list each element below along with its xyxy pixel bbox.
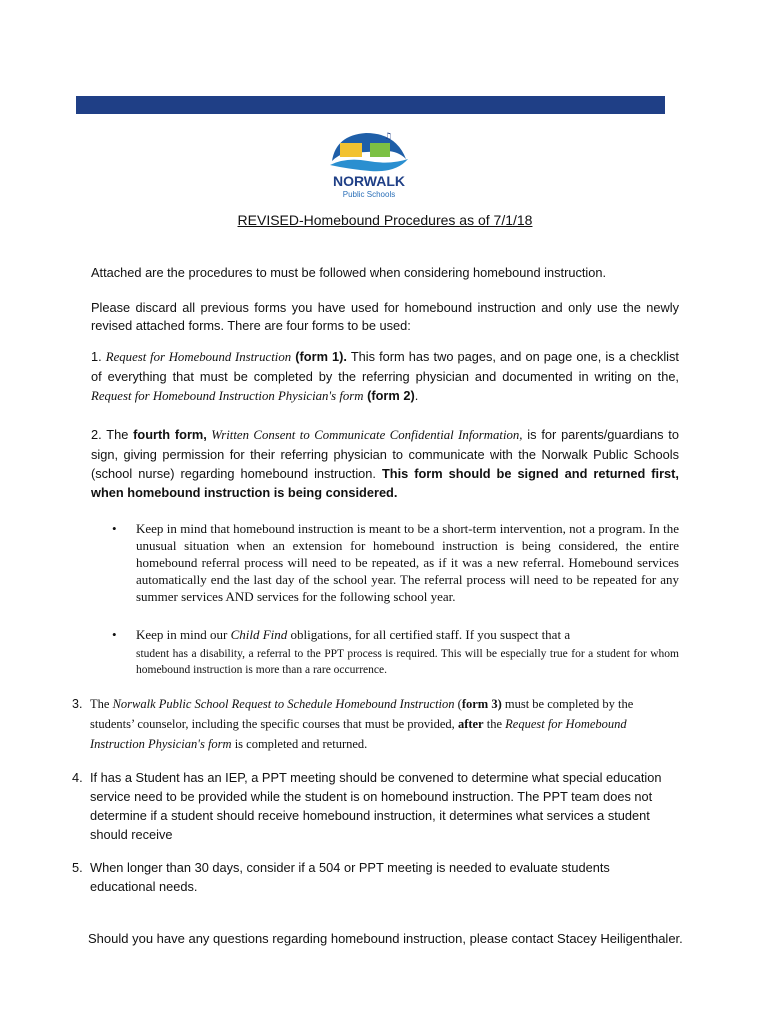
item-2: 2. The fourth form, Written Consent to Communicate Confidential Information, is for parents/guardians to sign, giving permission for their referring physician to communicate with the Norwalk Public Schools (school nurse) regarding homebound instruction. This form should be signed and returned first, when homebound instruction is being considered. <box>91 427 679 500</box>
laptop-icon <box>370 143 390 157</box>
form-3-name: Norwalk Public School Request to Schedule Homebound Instruction <box>112 697 455 711</box>
form-1-name: Request for Homebound Instruction <box>105 350 292 364</box>
norwalk-logo <box>326 129 412 201</box>
form-2-name: Request for Homebound Instruction Physician's form <box>91 389 364 403</box>
music-note-icon: ♫ <box>384 132 393 142</box>
header-bar <box>76 96 665 114</box>
bullet-icon: • <box>112 627 117 642</box>
bullet-2: • Keep in mind our Child Find obligations, for all certified staff. If you suspect that a student has a disability, a referral to the PPT process is required. This will be especially true for a student for whom homebound instruction is more than a rare occurrence. <box>112 627 679 676</box>
page-title: REVISED-Homebound Procedures as of 7/1/18 <box>237 212 533 228</box>
intro-paragraph-2: Please discard all previous forms you have used for homebound instruction and only use the newly revised attached forms. There are four forms to be used: <box>91 300 679 333</box>
item-1: 1. Request for Homebound Instruction (form 1). This form has two pages, and on page one, is a checklist of everything that must be completed by the referring physician and documented in writing on the, Request for Homebound Instruction Physician's form (form 2). <box>91 349 679 403</box>
logo-wordmark: NORWALK <box>332 173 406 189</box>
intro-paragraph-1: Attached are the procedures to must be followed when considering homebound instruction. <box>91 265 607 280</box>
bullet-1: • Keep in mind that homebound instruction is meant to be a short-term intervention, not a program. In the unusual situation when an extension for homebound instruction is being considered, the entire homebound referral process will need to be repeated, as if it was a new referral. Homebound services automatically end the last day of the school year. The referral process will need to be repeated for any summer services AND services for the following school year. <box>112 521 679 604</box>
form-4-name: Written Consent to Communicate Confidential Information, <box>206 428 523 442</box>
logo-subtitle: Public Schools <box>342 190 396 199</box>
item-4: 4. If has a Student has an IEP, a PPT meeting should be convened to determine what special education service need to be provided while the student is on homebound instruction. The PPT team does not determine if a student should receive homebound instruction, it determines what services a student should receive <box>72 770 662 842</box>
bullet-icon: • <box>112 521 117 536</box>
item-3: 3. The Norwalk Public School Request to Schedule Homebound Instruction (form 3) must be completed by the students’ counselor, including the specific courses that must be provided, after the Request for Homebound Instruction Physician's form is completed and returned. <box>72 697 634 751</box>
closing-note: Should you have any questions regarding homebound instruction, please contact Stacey Heiligenthaler. <box>88 931 683 946</box>
item-5: 5. When longer than 30 days, consider if a 504 or PPT meeting is needed to evaluate students educational needs. <box>72 860 610 894</box>
book-icon <box>340 143 362 157</box>
